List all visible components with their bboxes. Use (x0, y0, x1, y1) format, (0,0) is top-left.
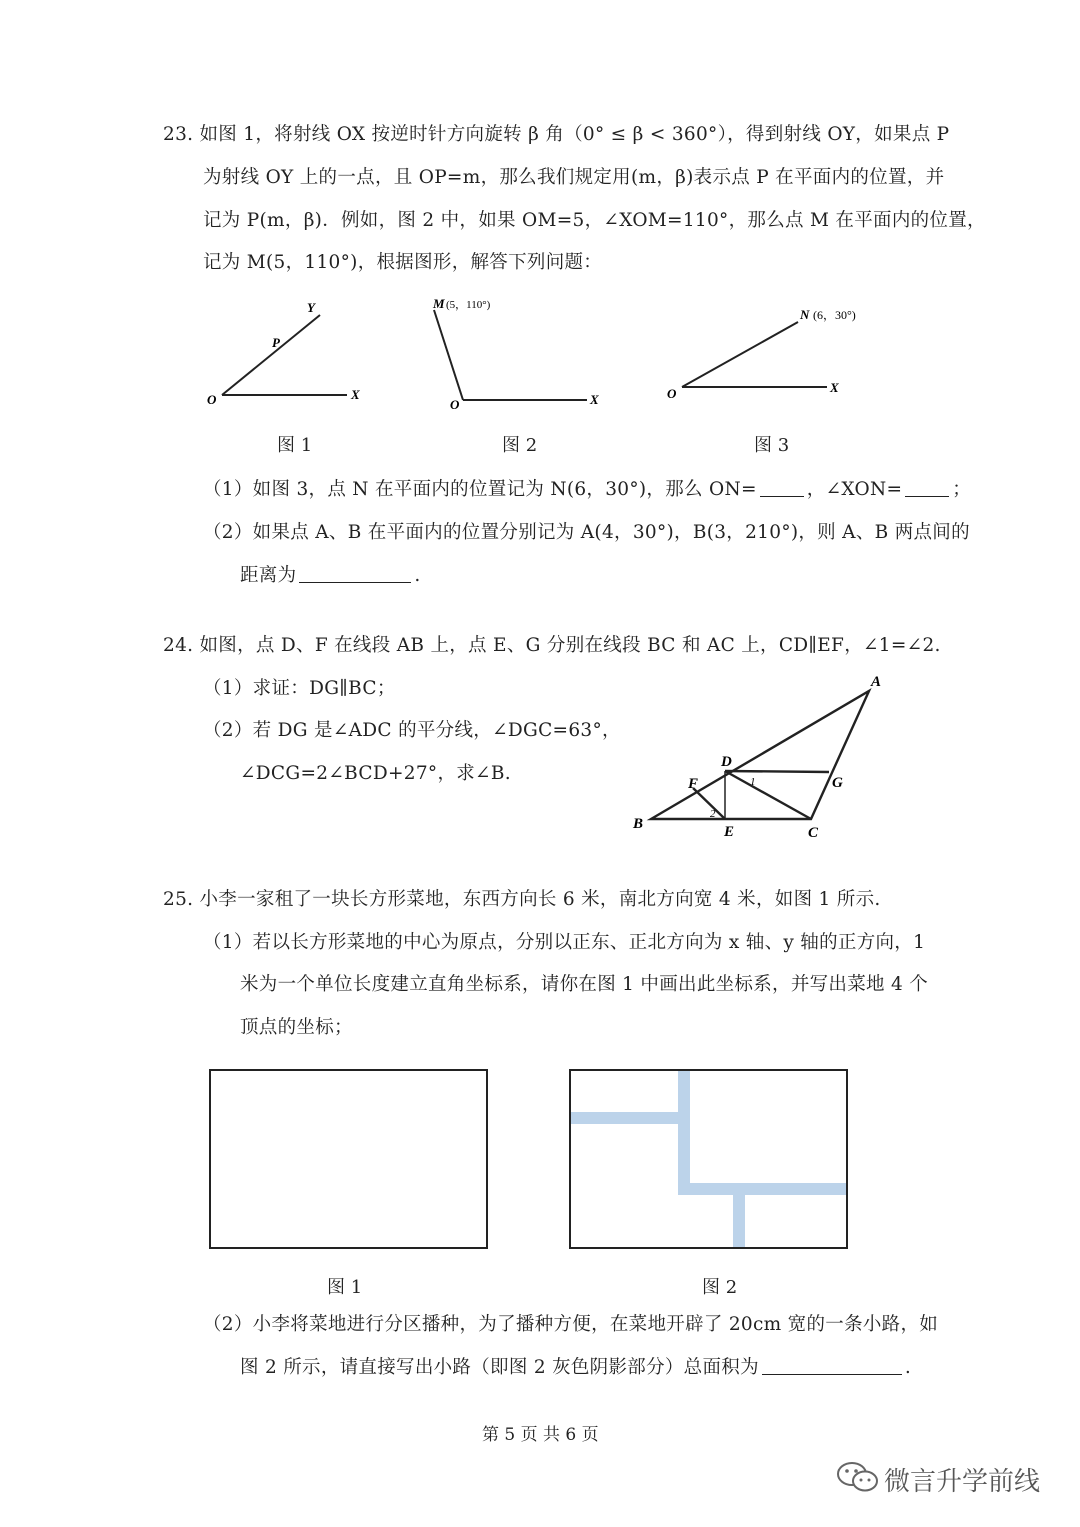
q24-label-d: D (721, 754, 732, 770)
fig1-label-y: Y (307, 300, 315, 315)
q23-sub1: （1）如图 3，点 N 在平面内的位置记为 N(6，30°)，那么 ON= ，∠XON= ； (203, 479, 972, 500)
fig2-m-coord: (5，110°) (446, 299, 491, 311)
answer-blank-angle-xon[interactable] (905, 478, 949, 497)
q23-sub2-line1: （2）如果点 A、B 在平面内的位置分别记为 A(4，30°)，B(3，210°)，则 A、B 两点间的 (203, 522, 970, 543)
q24-label-g: G (832, 775, 843, 791)
path-segment-top-left (571, 1112, 687, 1124)
q23-line-4: 记为 M(5，110°)，根据图形，解答下列问题： (203, 252, 603, 273)
fig1-label-o: O (207, 392, 217, 407)
q25-line-3: 米为一个单位长度建立直角坐标系，请你在图 1 中画出此坐标系，并写出菜地 4 个 (240, 974, 929, 995)
q25-sub2-line1: （2）小李将菜地进行分区播种，为了播种方便，在菜地开辟了 20cm 宽的一条小路，如 (203, 1314, 939, 1335)
q24-label-a: A (871, 674, 882, 690)
q25-line-2: （1）若以长方形菜地的中心为原点，分别以正东、正北方向为 x 轴、y 轴的正方向，1 (203, 932, 926, 953)
answer-blank-on[interactable] (760, 478, 804, 497)
q24-line-1: 24. 如图，点 D、F 在线段 AB 上，点 E、G 分别在线段 BC 和 AC 上，CD∥EF，∠1=∠2. (163, 635, 941, 656)
fig3-label-x: X (830, 380, 839, 395)
q24-triangle-figure (628, 672, 888, 842)
q24-label-c: C (808, 825, 819, 841)
q23-line-2: 为射线 OY 上的一点，且 OP=m，那么我们规定用(m，β)表示点 P 在平面内的位置，并 (203, 167, 945, 188)
q25-figure-1-garden[interactable] (209, 1069, 488, 1249)
fig1-label-p: P (272, 335, 280, 350)
q23-line-3: 记为 P(m，β)．例如，图 2 中，如果 OM=5，∠XOM=110°，那么点 M 在平面内的位置， (203, 210, 986, 231)
q25-fig2-caption: 图 2 (702, 1277, 738, 1298)
q24-angle-1: 1 (750, 776, 756, 788)
q23-figure-3 (665, 305, 880, 405)
fig3-n-coord: (6，30°) (813, 308, 856, 322)
path-segment-vertical-lower (733, 1183, 745, 1249)
fig3-label-o: O (667, 386, 677, 401)
path-segment-horizontal-lower (678, 1183, 848, 1195)
q25-line-1: 25. 小李一家租了一块长方形菜地，东西方向长 6 米，南北方向宽 4 米，如图 1 所示. (163, 889, 881, 910)
watermark-text: 微言升学前线 (884, 1467, 1041, 1497)
wechat-icon (836, 1460, 880, 1494)
q24-label-e: E (724, 824, 735, 840)
q23-fig2-caption: 图 2 (502, 435, 538, 456)
fig3-label-n: N (800, 307, 810, 322)
answer-blank-path-area[interactable] (762, 1356, 902, 1375)
q23-figure-2 (430, 293, 610, 418)
path-segment-vertical-upper (678, 1071, 690, 1195)
q25-figure-2-garden (569, 1069, 848, 1249)
q24-line-4: ∠DCG=2∠BCD+27°，求∠B. (240, 763, 511, 784)
q24-label-f: F (688, 776, 699, 792)
q24-angle-2: 2 (710, 808, 716, 820)
q23-line-1: 23. 如图 1，将射线 OX 按逆时针方向旋转 β 角（0° ≤ β < 360°），得到射线 OY，如果点 P (163, 124, 950, 145)
q23-figure-1 (200, 298, 370, 413)
fig2-label-o: O (450, 397, 460, 412)
q24-label-b: B (633, 816, 644, 832)
page-footer: 第 5 页 共 6 页 (482, 1425, 599, 1445)
q25-line-4: 顶点的坐标； (240, 1017, 353, 1038)
q23-fig1-caption: 图 1 (277, 435, 313, 456)
q24-line-2: （1）求证：DG∥BC； (203, 678, 396, 699)
q23-sub2-line2: 距离为 . (240, 565, 421, 586)
fig1-label-x: X (351, 387, 360, 402)
q25-fig1-caption: 图 1 (327, 1277, 363, 1298)
fig2-label-m: M (433, 296, 445, 311)
q25-sub2-line2: 图 2 所示，请直接写出小路（即图 2 灰色阴影部分）总面积为 . (240, 1357, 912, 1378)
answer-blank-ab-distance[interactable] (299, 564, 411, 583)
q24-line-3: （2）若 DG 是∠ADC 的平分线，∠DGC=63°， (203, 720, 621, 741)
q23-fig3-caption: 图 3 (754, 435, 790, 456)
fig2-label-x: X (590, 392, 599, 407)
